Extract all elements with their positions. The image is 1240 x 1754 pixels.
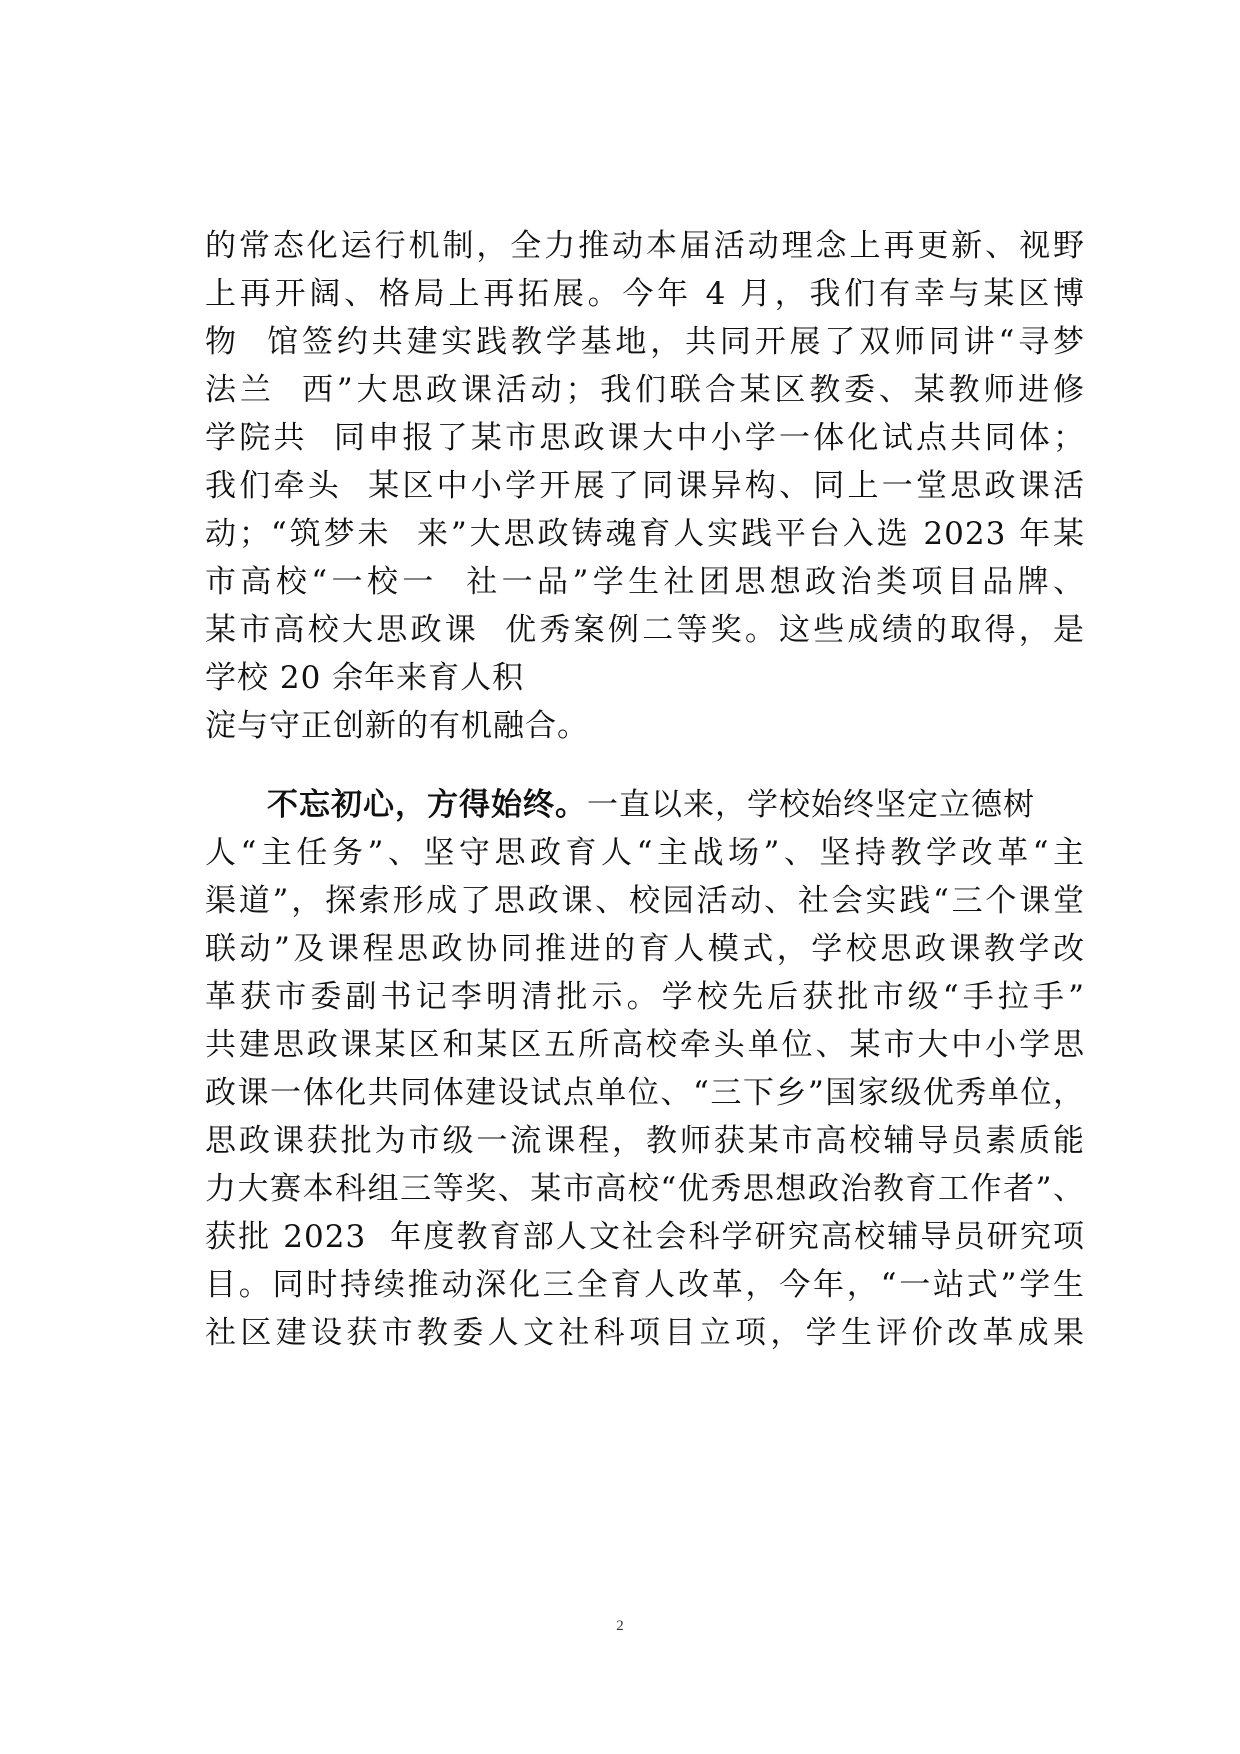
paragraph-2	[205, 781, 1085, 1357]
first-line-text: 一直以来，学校始终坚定立德树	[587, 787, 1035, 823]
text-line: 思政课获批为市级一流课程，教师获某市高校辅导员素质能	[205, 1123, 1085, 1159]
text-line: 动；“筑梦未 来”大思政铸魂育人实践平台入选 2023 年某	[205, 516, 1085, 552]
text-line: 某市高校大思政课 优秀案例二等奖。这些成绩的取得，是	[205, 612, 1085, 648]
page-number: 2	[616, 1618, 624, 1634]
paragraph-1	[205, 222, 1085, 750]
text-line: 获批 2023 年度教育部人文社会科学研究高校辅导员研究项	[205, 1219, 1085, 1255]
text-line: 的常态化运行机制，全力推动本届活动理念上再更新、视野	[205, 228, 1085, 264]
text-line: 学校 20 余年来育人积	[205, 660, 525, 696]
text-line: 社区建设获市教委人文社科项目立项，学生评价改革成果	[205, 1315, 1085, 1351]
lead-sentence: 不忘初心，方得始终。	[267, 787, 587, 823]
text-line: 市高校“一校一 社一品”学生社团思想政治类项目品牌、	[205, 564, 1085, 600]
text-line: 联动”及课程思政协同推进的育人模式，学校思政课教学改	[205, 931, 1085, 967]
text-line: 渠道”，探索形成了思政课、校园活动、社会实践“三个课堂	[205, 883, 1085, 919]
paragraph-first-line	[205, 781, 1085, 829]
text-line: 学院共 同申报了某市思政课大中小学一体化试点共同体；	[205, 420, 1085, 456]
text-line: 物 馆签约共建实践教学基地，共同开展了双师同讲“寻梦	[205, 324, 1085, 360]
text-line: 政课一体化共同体建设试点单位、“三下乡”国家级优秀单位，	[205, 1075, 1085, 1111]
text-line: 目。同时持续推动深化三全育人改革，今年，“一站式”学生	[205, 1267, 1085, 1303]
text-line: 共建思政课某区和某区五所高校牵头单位、某市大中小学思	[205, 1027, 1085, 1063]
text-line: 人“主任务”、坚守思政育人“主战场”、坚持教学改革“主	[205, 835, 1085, 871]
text-line: 法兰 西”大思政课活动；我们联合某区教委、某教师进修	[205, 372, 1085, 408]
text-line: 我们牵头 某区中小学开展了同课异构、同上一堂思政课活	[205, 468, 1085, 504]
text-line: 上再开阔、格局上再拓展。今年 4 月，我们有幸与某区博	[205, 276, 1085, 312]
text-line: 力大赛本科组三等奖、某市高校“优秀思想政治教育工作者”、	[205, 1171, 1085, 1207]
text-line: 革获市委副书记李明清批示。学校先后获批市级“手拉手”	[205, 979, 1085, 1015]
text-line: 淀与守正创新的有机融合。	[205, 708, 589, 744]
